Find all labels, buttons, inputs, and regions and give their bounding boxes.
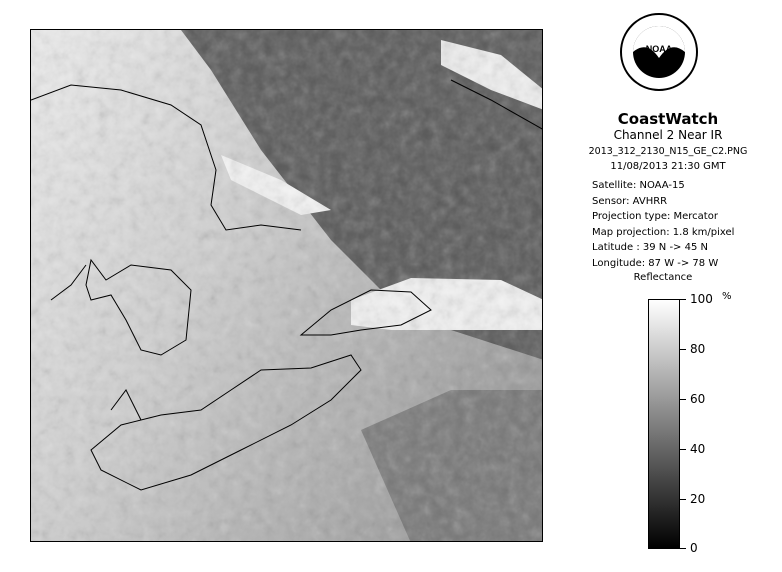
reflectance-colorbar	[648, 292, 713, 555]
sensor-label: Sensor: AVHRR	[592, 195, 668, 207]
scale-title: Reflectance	[633, 272, 693, 283]
channel-label: Channel 2 Near IR	[613, 128, 723, 142]
latitude-label: Latitude : 39 N -> 45 N	[592, 242, 708, 253]
longitude-label: Longitude: 87 W -> 78 W	[592, 257, 719, 269]
cloud-texture	[31, 30, 543, 542]
tick-mark	[680, 449, 686, 450]
date-time: 11/08/2013 21:30 GMT	[610, 161, 726, 172]
tick-mark	[680, 548, 686, 549]
noaa-logo-text: NOAA	[645, 44, 673, 54]
tick-mark	[680, 499, 686, 500]
tick-label-100: 100	[690, 292, 713, 306]
tick-mark	[680, 299, 686, 300]
satellite-label: Satellite: NOAA-15	[592, 180, 685, 191]
noaa-logo-svg	[619, 12, 699, 106]
tick-label-40: 40	[690, 442, 706, 456]
tick-label-0: 0	[690, 541, 698, 555]
tick-mark	[680, 349, 686, 350]
metadata-list	[592, 178, 772, 271]
tick-label-80: 80	[690, 342, 706, 356]
colorbar-gradient	[648, 299, 680, 549]
file-name: 2013_312_2130_N15_GE_C2.PNG	[588, 146, 748, 157]
map-projection-label: Map projection: 1.8 km/pixel	[592, 226, 735, 238]
tick-label-20: 20	[690, 492, 706, 506]
noaa-logo	[619, 12, 699, 106]
tick-label-60: 60	[690, 392, 706, 406]
brand-title: CoastWatch	[617, 110, 719, 128]
tick-mark	[680, 399, 686, 400]
scale-unit: %	[722, 291, 732, 302]
projection-type-label: Projection type: Mercator	[592, 211, 718, 222]
satellite-image	[30, 29, 543, 542]
satellite-image-svg	[31, 30, 543, 542]
